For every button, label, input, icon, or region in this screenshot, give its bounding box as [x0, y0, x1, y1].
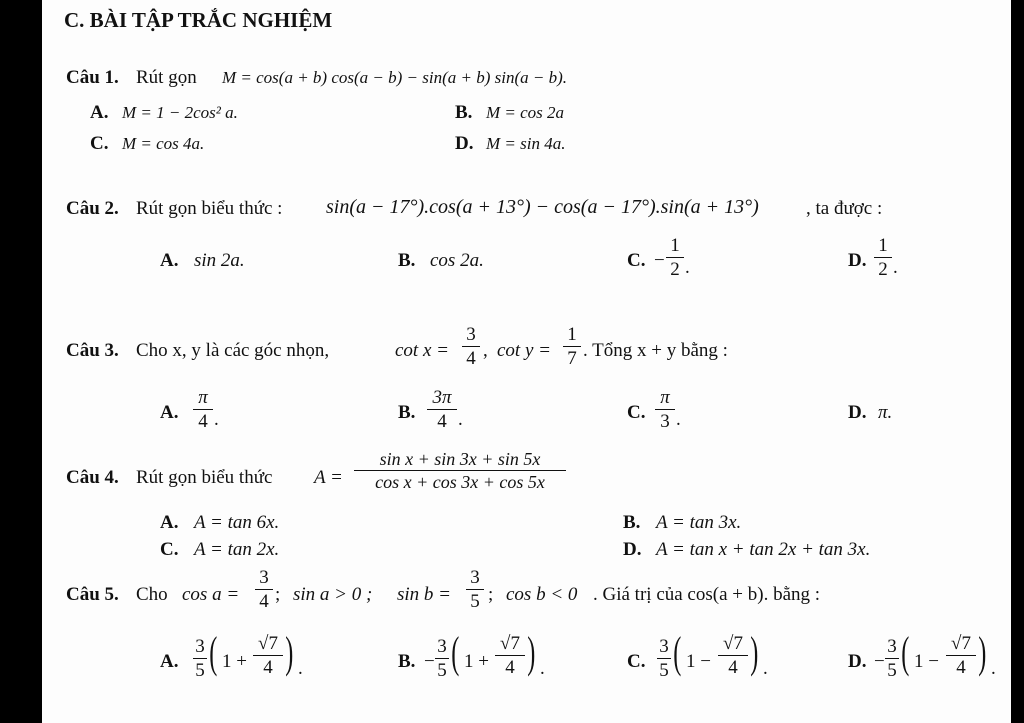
- q5-option-d-coef: [885, 637, 899, 680]
- q5-option-c-end: .: [763, 658, 768, 679]
- q4-option-a-key[interactable]: A.: [160, 512, 179, 533]
- q3-cotx-fraction: [462, 325, 480, 368]
- q5-sinb-end: ;: [488, 584, 494, 605]
- q3-option-b-fraction: [427, 388, 457, 431]
- q5-option-b-sign: −: [424, 651, 435, 672]
- q5-cosa-denominator: 4: [255, 589, 273, 611]
- q5-option-a-coef-num: 3: [195, 636, 205, 657]
- q5-sinb-fraction: [466, 568, 484, 611]
- q5-option-c-left-paren: (: [673, 628, 682, 677]
- q3-cotx-lhs: cot x =: [395, 340, 449, 361]
- q5-option-a-op: 1 +: [222, 651, 247, 672]
- q5-option-a-rad-num: √7: [258, 633, 278, 654]
- q4-option-d-text: A = tan x + tan 2x + tan 3x.: [656, 539, 871, 560]
- q5-option-b-coef-den: 5: [435, 658, 449, 680]
- q4-denominator: cos x + cos 3x + cos 5x: [354, 470, 566, 491]
- q3-option-a-key[interactable]: A.: [160, 402, 179, 423]
- q3-option-b-key[interactable]: B.: [398, 402, 416, 423]
- q3-option-c-denominator: 3: [655, 409, 675, 431]
- q5-label: Câu 5.: [66, 584, 119, 605]
- q3-option-b-end: .: [458, 409, 463, 430]
- q1-prompt: Rút gọn: [136, 67, 197, 88]
- q4-label: Câu 4.: [66, 467, 119, 488]
- q3-option-c-key[interactable]: C.: [627, 402, 646, 423]
- q5-option-c-key[interactable]: C.: [627, 651, 646, 672]
- q2-option-c-fraction: [666, 236, 684, 279]
- q5-option-c-radfrac: [718, 634, 748, 677]
- q5-option-c-right-paren: ): [750, 628, 759, 677]
- q5-option-d-coef-num: 3: [887, 636, 897, 657]
- q1-label: Câu 1.: [66, 67, 119, 88]
- q5-option-c-coef: [657, 637, 671, 680]
- q3-cotx-denominator: 4: [462, 346, 480, 368]
- q5-cosa-lhs: cos a =: [182, 584, 240, 605]
- q5-option-d-rad-den: 4: [946, 655, 976, 677]
- q5-option-a-rad-den: 4: [253, 655, 283, 677]
- q4-option-a-text: A = tan 6x.: [194, 512, 280, 533]
- q5-prompt: Cho: [136, 584, 168, 605]
- q5-option-d-right-paren: ): [978, 628, 987, 677]
- q1-option-b-key[interactable]: B.: [455, 102, 473, 123]
- q5-sina: sin a > 0 ;: [293, 584, 373, 605]
- q5-option-c-coef-num: 3: [659, 636, 669, 657]
- q4-option-b-text: A = tan 3x.: [656, 512, 742, 533]
- q4-fraction: [354, 450, 566, 491]
- q1-option-c-key[interactable]: C.: [90, 133, 109, 154]
- q2-option-d-key[interactable]: D.: [848, 250, 867, 271]
- q5-option-d-rad-num: √7: [951, 633, 971, 654]
- q3-option-c-fraction: [655, 388, 675, 431]
- q5-option-b-coef-num: 3: [437, 636, 447, 657]
- q2-option-d-numerator: 1: [878, 235, 888, 256]
- q5-option-c-rad-den: 4: [718, 655, 748, 677]
- q5-option-c-rad-num: √7: [723, 633, 743, 654]
- q3-prompt: Cho x, y là các góc nhọn,: [136, 340, 330, 361]
- q3-separator: ,: [483, 340, 488, 361]
- q5-option-a-left-paren: (: [209, 628, 218, 677]
- q2-expression: sin(a − 17°).cos(a + 13°) − cos(a − 17°).sin(a + 13°): [326, 196, 759, 218]
- q5-sinb-lhs: sin b =: [397, 584, 451, 605]
- q2-option-c-key[interactable]: C.: [627, 250, 646, 271]
- q5-option-c-coef-den: 5: [657, 658, 671, 680]
- q5-option-b-coef: [435, 637, 449, 680]
- q5-cosa-end: ;: [275, 584, 281, 605]
- q1-option-a-key[interactable]: A.: [90, 102, 109, 123]
- q2-option-d-denominator: 2: [874, 257, 892, 279]
- q5-option-d-left-paren: (: [901, 628, 910, 677]
- q3-coty-fraction: [563, 325, 581, 368]
- q5-option-d-op: 1 −: [914, 651, 939, 672]
- q3-option-a-denominator: 4: [193, 409, 213, 431]
- q5-tail: . Giá trị của cos(a + b). bằng :: [593, 584, 821, 605]
- q2-option-c-sign: −: [654, 250, 665, 271]
- q3-coty-lhs: cot y =: [497, 340, 551, 361]
- q3-option-a-fraction: [193, 388, 213, 431]
- q5-option-b-left-paren: (: [451, 628, 460, 677]
- q3-option-b-numerator: 3π: [432, 387, 452, 408]
- q4-option-d-key[interactable]: D.: [623, 539, 642, 560]
- q5-option-d-key[interactable]: D.: [848, 651, 867, 672]
- q5-cosb: cos b < 0: [506, 584, 578, 605]
- worksheet-page: [42, 0, 1011, 723]
- q5-option-d-sign: −: [874, 651, 885, 672]
- q3-option-c-numerator: π: [660, 387, 670, 408]
- q4-numerator: sin x + sin 3x + sin 5x: [379, 449, 541, 469]
- q5-option-a-radfrac: [253, 634, 283, 677]
- q2-option-a-key[interactable]: A.: [160, 250, 179, 271]
- q5-option-b-op: 1 +: [464, 651, 489, 672]
- q2-suffix: , ta được :: [806, 198, 883, 219]
- q1-option-c-text: M = cos 4a.: [122, 134, 205, 153]
- q1-option-d-text: M = sin 4a.: [486, 134, 566, 153]
- q5-option-b-key[interactable]: B.: [398, 651, 416, 672]
- section-title: C. BÀI TẬP TRẮC NGHIỆM: [64, 8, 333, 32]
- q3-option-d-key[interactable]: D.: [848, 402, 867, 423]
- q5-sinb-numerator: 3: [470, 567, 480, 588]
- q1-expression: M = cos(a + b) cos(a − b) − sin(a + b) sin(a − b).: [222, 68, 568, 87]
- q5-option-b-rad-num: √7: [500, 633, 520, 654]
- q3-coty-numerator: 1: [567, 324, 577, 345]
- q2-option-c-denominator: 2: [666, 257, 684, 279]
- q5-cosa-numerator: 3: [259, 567, 269, 588]
- q3-option-d-text: π.: [878, 402, 893, 423]
- q4-option-b-key[interactable]: B.: [623, 512, 641, 533]
- q4-option-c-key[interactable]: C.: [160, 539, 179, 560]
- q5-option-a-end: .: [298, 658, 303, 679]
- q2-option-d-fraction: [874, 236, 892, 279]
- q5-option-a-right-paren: ): [285, 628, 294, 677]
- q3-option-b-denominator: 4: [427, 409, 457, 431]
- q5-option-b-end: .: [540, 658, 545, 679]
- q2-option-c-numerator: 1: [670, 235, 680, 256]
- q3-tail: . Tổng x + y bằng :: [583, 340, 728, 361]
- q5-option-b-radfrac: [495, 634, 525, 677]
- q5-option-a-coef: [193, 637, 207, 680]
- q5-sinb-denominator: 5: [466, 589, 484, 611]
- q3-option-a-numerator: π: [198, 387, 208, 408]
- q2-option-c-end: .: [685, 257, 690, 278]
- q5-option-d-coef-den: 5: [885, 658, 899, 680]
- q5-option-c-op: 1 −: [686, 651, 711, 672]
- q3-cotx-numerator: 3: [466, 324, 476, 345]
- q3-coty-denominator: 7: [563, 346, 581, 368]
- q5-option-a-key[interactable]: A.: [160, 651, 179, 672]
- q3-option-c-end: .: [676, 409, 681, 430]
- q3-label: Câu 3.: [66, 340, 119, 361]
- q2-option-b-key[interactable]: B.: [398, 250, 416, 271]
- q3-option-a-end: .: [214, 409, 219, 430]
- q4-option-c-text: A = tan 2x.: [194, 539, 280, 560]
- q5-option-b-rad-den: 4: [495, 655, 525, 677]
- q2-option-b-text: cos 2a.: [430, 250, 484, 271]
- q5-option-d-end: .: [991, 658, 996, 679]
- q4-prompt: Rút gọn biểu thức: [136, 467, 273, 488]
- q2-prompt: Rút gọn biểu thức :: [136, 198, 283, 219]
- q4-lhs: A =: [314, 467, 343, 488]
- q1-option-a-text: M = 1 − 2cos² a.: [122, 103, 238, 122]
- q5-option-b-right-paren: ): [527, 628, 536, 677]
- q5-option-d-radfrac: [946, 634, 976, 677]
- q2-option-d-end: .: [893, 257, 898, 278]
- q1-option-d-key[interactable]: D.: [455, 133, 474, 154]
- q2-option-a-text: sin 2a.: [194, 250, 245, 271]
- q5-cosa-fraction: [255, 568, 273, 611]
- q2-label: Câu 2.: [66, 198, 119, 219]
- q1-option-b-text: M = cos 2a: [486, 103, 565, 122]
- q5-option-a-coef-den: 5: [193, 658, 207, 680]
